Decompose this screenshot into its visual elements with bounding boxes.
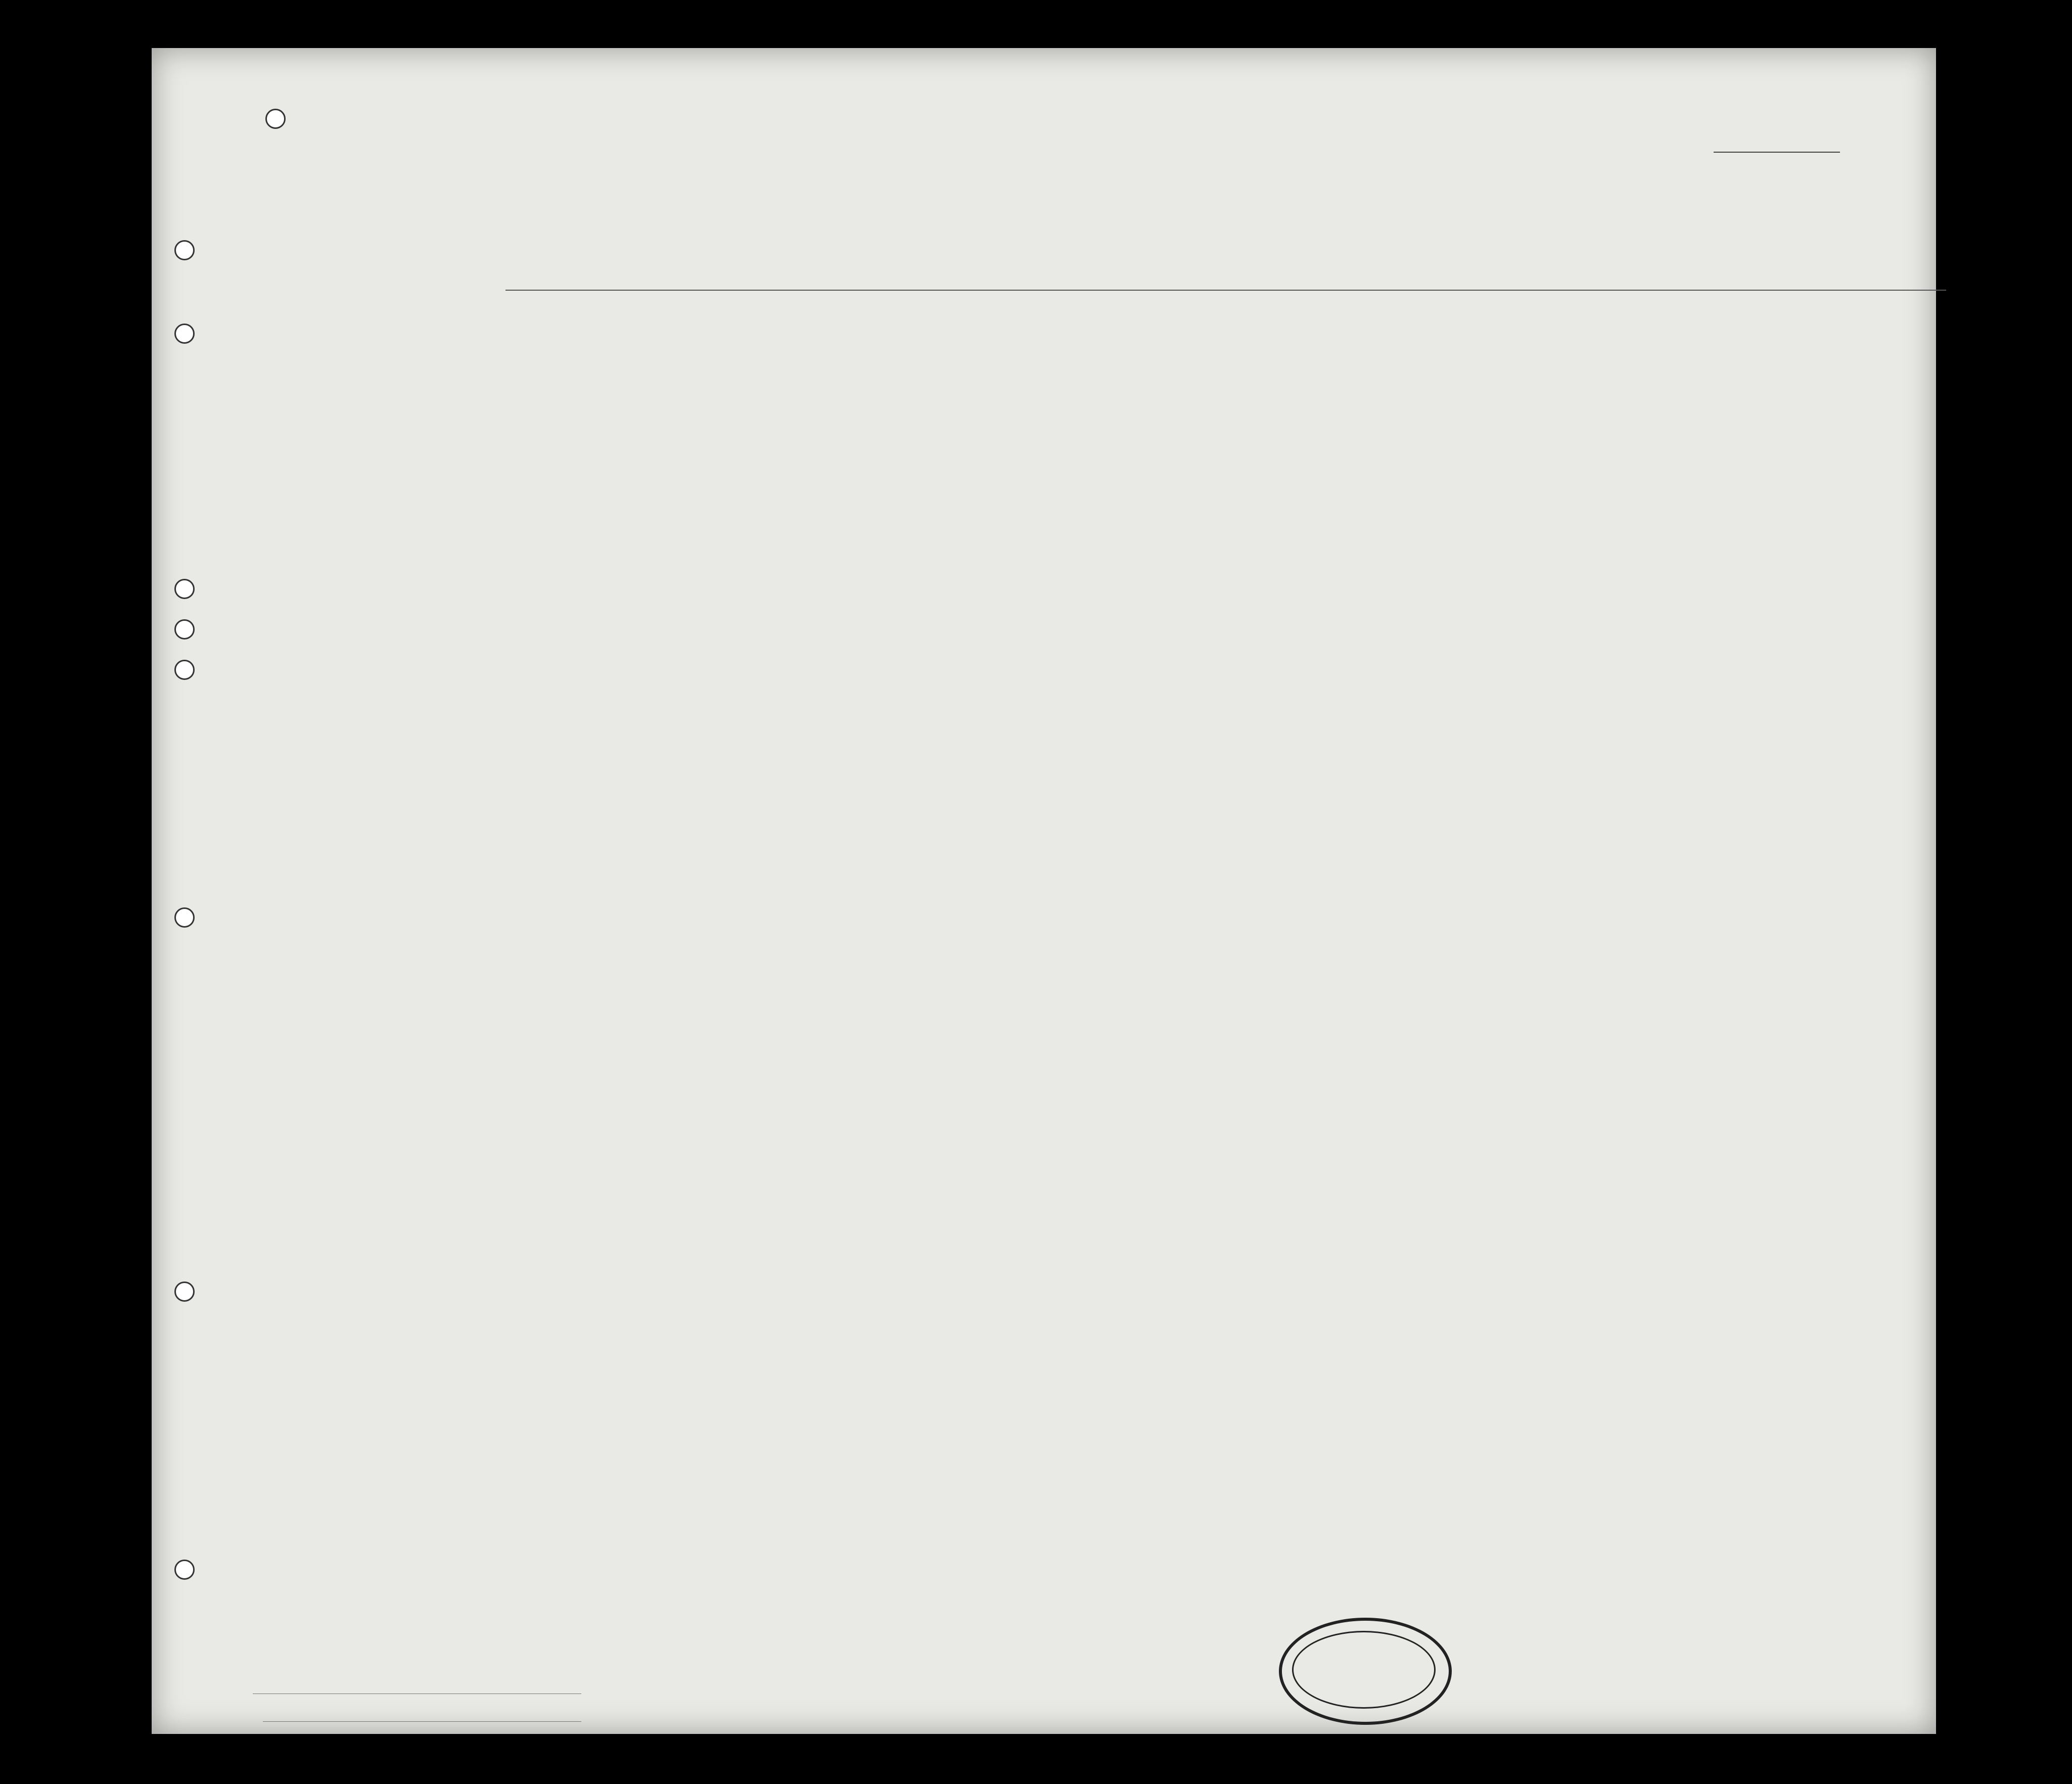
manifest-sheet (152, 48, 1936, 1734)
check-strokes (152, 48, 1936, 1734)
office-stamp (1279, 1618, 1452, 1725)
owners-rule (263, 1721, 581, 1722)
